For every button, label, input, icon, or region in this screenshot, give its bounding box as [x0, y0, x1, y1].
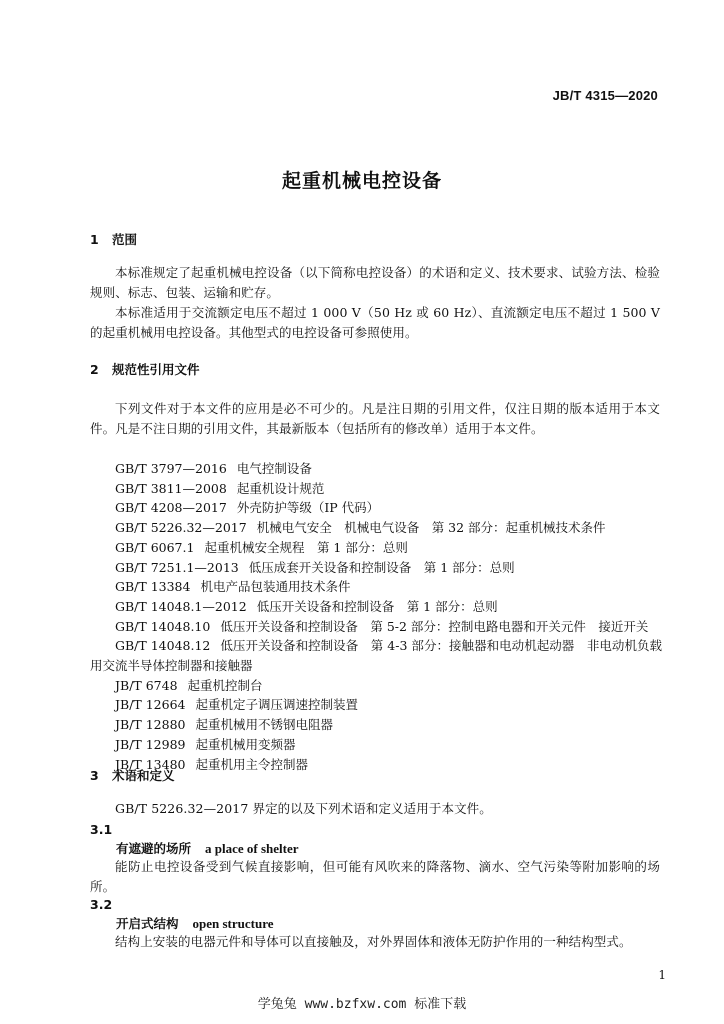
document-title: 起重机械电控设备	[281, 170, 442, 192]
section-1-heading	[90, 230, 137, 248]
reference-item	[90, 538, 662, 558]
term-number: 3.2	[90, 897, 113, 912]
reference-item	[90, 459, 662, 479]
section-1-paragraph-2: 本标准适用于交流额定电压不超过 1 000 V（50 Hz 或 60 Hz）、直流额定电压不超过 1 500 V 的起重机械用电控设备。其他型式的电控设备可参照使用。	[90, 305, 660, 340]
term-chinese: 开启式结构	[116, 916, 179, 931]
reference-title: 机电产品包装通用技术条件	[200, 579, 351, 595]
reference-code: GB/T 14048.1—2012	[115, 598, 247, 614]
reference-title: 起重机控制台	[187, 677, 263, 693]
term-english: a place of shelter	[205, 841, 299, 856]
reference-code: GB/T 6067.1	[115, 539, 195, 555]
section-title: 术语和定义	[112, 768, 175, 783]
reference-item	[90, 597, 662, 617]
reference-item	[90, 676, 662, 696]
reference-code: GB/T 4208—2017	[115, 500, 227, 516]
reference-code: GB/T 14048.10	[115, 618, 211, 634]
reference-title: 低压开关设备和控制设备 第 1 部分：总则	[256, 598, 498, 614]
reference-code: JB/T 6748	[115, 677, 178, 693]
reference-item	[90, 577, 662, 597]
reference-item	[90, 715, 662, 735]
reference-code: GB/T 3811—2008	[115, 480, 227, 496]
reference-item	[90, 755, 662, 775]
section-number: 1	[90, 232, 99, 247]
reference-code: GB/T 3797—2016	[115, 461, 227, 476]
term-heading	[116, 839, 299, 857]
reference-code: GB/T 7251.1—2013	[115, 559, 239, 575]
term-chinese: 有遮避的场所	[116, 841, 192, 856]
reference-title: 外壳防护等级（IP 代码）	[236, 500, 380, 516]
reference-item	[90, 735, 662, 755]
term-english: open structure	[192, 916, 274, 931]
section-3-heading	[90, 766, 175, 784]
normative-reference-list	[90, 459, 662, 774]
term-definition: 能防止电控设备受到气候直接影响，但可能有风吹来的降落物、滴水、空气污染等附加影响的场所。	[90, 859, 660, 894]
reference-code: GB/T 14048.12	[115, 638, 211, 654]
reference-title: 起重机定子调压调速控制装置	[195, 697, 358, 713]
reference-item	[90, 479, 662, 499]
section-title: 规范性引用文件	[112, 362, 200, 377]
reference-title: 起重机械用变频器	[195, 736, 296, 752]
reference-title: 低压开关设备和控制设备 第 4-3 部分：接触器和电动机起动器 非电动机负载用交流半导体控制器和接触器	[90, 638, 663, 674]
section-1-paragraph-1: 本标准规定了起重机械电控设备（以下简称电控设备）的术语和定义、技术要求、试验方法、检验规则、标志、包装、运输和贮存。	[90, 265, 660, 300]
standard-code: JB/T 4315—2020	[552, 88, 658, 103]
footer-watermark: 学兔兔 www.bzfxw.com 标准下载	[257, 997, 467, 1012]
reference-item	[90, 617, 662, 637]
section-2-heading	[90, 360, 200, 378]
reference-title: 机械电气安全 机械电气设备 第 32 部分：起重机械技术条件	[256, 520, 606, 536]
reference-title: 起重机械用不锈钢电阻器	[195, 717, 333, 733]
term-number: 3.1	[90, 822, 113, 837]
reference-title: 起重机用主令控制器	[195, 756, 308, 772]
reference-item	[90, 636, 662, 675]
section-number: 2	[90, 362, 99, 377]
reference-item	[90, 695, 662, 715]
reference-item	[90, 498, 662, 518]
reference-title: 电气控制设备	[236, 461, 312, 476]
reference-code: JB/T 13480	[115, 756, 186, 772]
section-3-intro: GB/T 5226.32—2017 界定的以及下列术语和定义适用于本文件。	[115, 801, 492, 816]
reference-title: 低压开关设备和控制设备 第 5-2 部分：控制电路电器和开关元件 接近开关	[220, 618, 649, 634]
term-definition: 结构上安装的电器元件和导体可以直接触及，对外界固体和液体无防护作用的一种结构型式。	[115, 934, 632, 949]
reference-code: GB/T 13384	[115, 579, 191, 595]
section-number: 3	[90, 768, 99, 783]
reference-title: 起重机械安全规程 第 1 部分：总则	[204, 539, 408, 555]
page-number: 1	[658, 968, 666, 982]
reference-item	[90, 518, 662, 538]
reference-code: GB/T 5226.32—2017	[115, 520, 247, 536]
section-title: 范围	[112, 232, 138, 247]
reference-code: JB/T 12880	[115, 717, 186, 733]
term-heading	[116, 914, 274, 932]
reference-item	[90, 558, 662, 578]
reference-title: 起重机设计规范	[236, 480, 325, 496]
reference-code: JB/T 12664	[115, 697, 186, 713]
reference-code: JB/T 12989	[115, 736, 186, 752]
reference-title: 低压成套开关设备和控制设备 第 1 部分：总则	[248, 559, 515, 575]
section-2-intro: 下列文件对于本文件的应用是必不可少的。凡是注日期的引用文件，仅注日期的版本适用于本文件。凡是不注日期的引用文件，其最新版本（包括所有的修改单）适用于本文件。	[90, 401, 660, 436]
